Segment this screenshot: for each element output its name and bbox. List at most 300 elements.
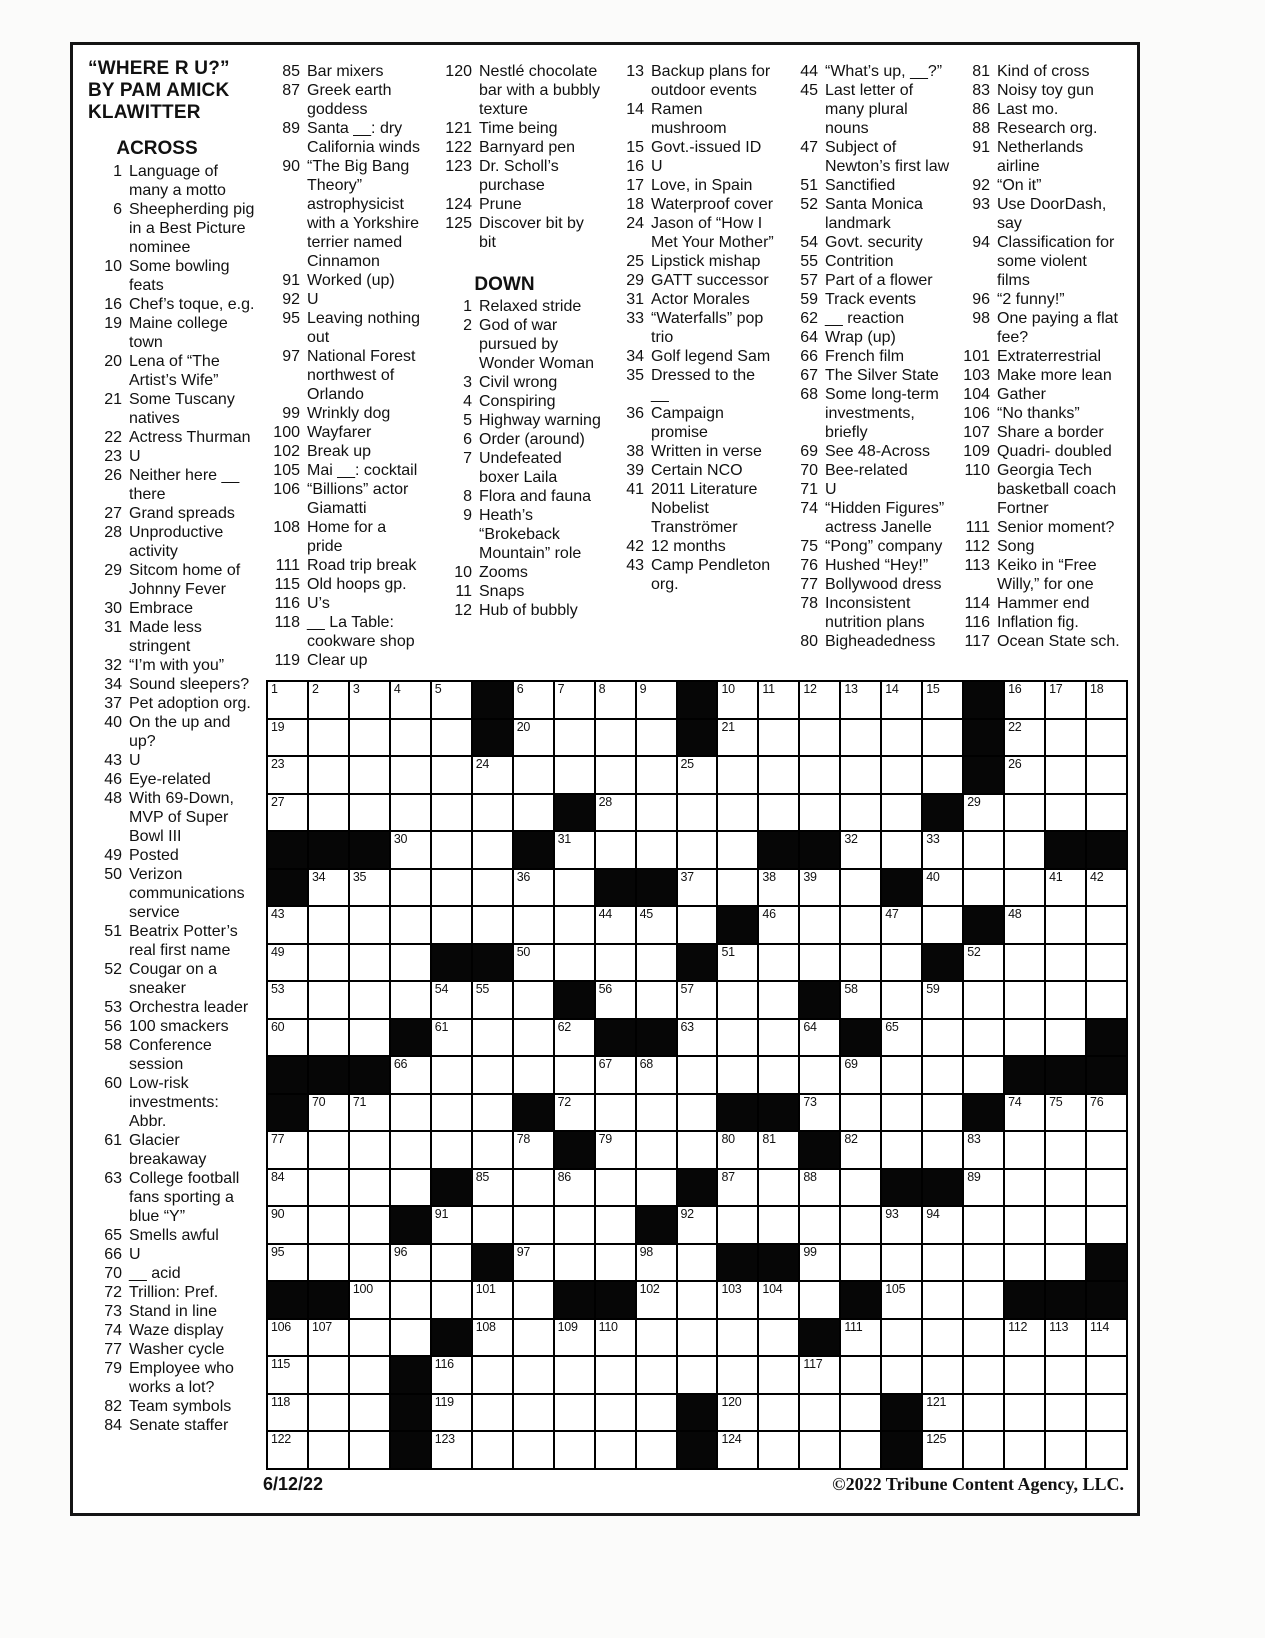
grid-cell-r21c1[interactable] [268, 1432, 307, 1468]
grid-cell-r20c19[interactable] [1005, 1395, 1044, 1431]
grid-cell-r5c11[interactable] [678, 832, 717, 868]
grid-cell-r12c10[interactable] [637, 1095, 676, 1131]
grid-cell-r7c10[interactable] [637, 907, 676, 943]
grid-cell-r8c2[interactable] [309, 945, 348, 981]
grid-cell-r8c1[interactable] [268, 945, 307, 981]
grid-cell-r16c16[interactable] [882, 1245, 921, 1281]
grid-cell-r21c5[interactable] [432, 1432, 471, 1468]
grid-cell-r14c12[interactable] [718, 1170, 757, 1206]
grid-cell-r4c11[interactable] [678, 795, 717, 831]
grid-cell-r16c20[interactable] [1046, 1245, 1085, 1281]
grid-cell-r3c16[interactable] [882, 757, 921, 793]
grid-cell-r9c5[interactable] [432, 982, 471, 1018]
grid-cell-r16c7[interactable] [514, 1245, 553, 1281]
grid-cell-r20c3[interactable] [350, 1395, 389, 1431]
grid-cell-r1c9[interactable] [596, 682, 635, 718]
grid-cell-r3c14[interactable] [800, 757, 839, 793]
grid-cell-r1c19[interactable] [1005, 682, 1044, 718]
grid-cell-r16c1[interactable] [268, 1245, 307, 1281]
grid-cell-r10c8[interactable] [555, 1020, 594, 1056]
grid-cell-r18c16[interactable] [882, 1320, 921, 1356]
grid-cell-r15c13[interactable] [759, 1207, 798, 1243]
grid-cell-r19c9[interactable] [596, 1357, 635, 1393]
grid-cell-r14c13[interactable] [759, 1170, 798, 1206]
grid-cell-r6c6[interactable] [473, 870, 512, 906]
grid-cell-r10c7[interactable] [514, 1020, 553, 1056]
grid-cell-r17c11[interactable] [678, 1282, 717, 1318]
grid-cell-r3c21[interactable] [1087, 757, 1126, 793]
grid-cell-r12c2[interactable] [309, 1095, 348, 1131]
grid-cell-r2c3[interactable] [350, 720, 389, 756]
grid-cell-r18c8[interactable] [555, 1320, 594, 1356]
grid-cell-r6c20[interactable] [1046, 870, 1085, 906]
grid-cell-r11c14[interactable] [800, 1057, 839, 1093]
grid-cell-r17c6[interactable] [473, 1282, 512, 1318]
grid-cell-r7c9[interactable] [596, 907, 635, 943]
grid-cell-r3c19[interactable] [1005, 757, 1044, 793]
grid-cell-r14c14[interactable] [800, 1170, 839, 1206]
grid-cell-r18c17[interactable] [923, 1320, 962, 1356]
grid-cell-r15c20[interactable] [1046, 1207, 1085, 1243]
grid-cell-r6c12[interactable] [718, 870, 757, 906]
grid-cell-r15c16[interactable] [882, 1207, 921, 1243]
grid-cell-r6c2[interactable] [309, 870, 348, 906]
grid-cell-r16c2[interactable] [309, 1245, 348, 1281]
grid-cell-r16c11[interactable] [678, 1245, 717, 1281]
grid-cell-r1c8[interactable] [555, 682, 594, 718]
grid-cell-r13c3[interactable] [350, 1132, 389, 1168]
grid-cell-r21c17[interactable] [923, 1432, 962, 1468]
grid-cell-r18c4[interactable] [391, 1320, 430, 1356]
grid-cell-r2c1[interactable] [268, 720, 307, 756]
grid-cell-r8c10[interactable] [637, 945, 676, 981]
grid-cell-r7c21[interactable] [1087, 907, 1126, 943]
grid-cell-r7c8[interactable] [555, 907, 594, 943]
grid-cell-r3c5[interactable] [432, 757, 471, 793]
grid-cell-r3c4[interactable] [391, 757, 430, 793]
grid-cell-r12c5[interactable] [432, 1095, 471, 1131]
grid-cell-r20c13[interactable] [759, 1395, 798, 1431]
grid-cell-r16c8[interactable] [555, 1245, 594, 1281]
grid-cell-r2c4[interactable] [391, 720, 430, 756]
grid-cell-r10c3[interactable] [350, 1020, 389, 1056]
grid-cell-r11c10[interactable] [637, 1057, 676, 1093]
grid-cell-r17c12[interactable] [718, 1282, 757, 1318]
grid-cell-r9c12[interactable] [718, 982, 757, 1018]
grid-cell-r14c8[interactable] [555, 1170, 594, 1206]
grid-cell-r2c13[interactable] [759, 720, 798, 756]
grid-cell-r19c20[interactable] [1046, 1357, 1085, 1393]
grid-cell-r12c20[interactable] [1046, 1095, 1085, 1131]
grid-cell-r9c10[interactable] [637, 982, 676, 1018]
grid-cell-r21c13[interactable] [759, 1432, 798, 1468]
grid-cell-r12c14[interactable] [800, 1095, 839, 1131]
grid-cell-r12c17[interactable] [923, 1095, 962, 1131]
grid-cell-r20c8[interactable] [555, 1395, 594, 1431]
grid-cell-r20c6[interactable] [473, 1395, 512, 1431]
grid-cell-r4c15[interactable] [841, 795, 880, 831]
grid-cell-r1c15[interactable] [841, 682, 880, 718]
grid-cell-r4c20[interactable] [1046, 795, 1085, 831]
grid-cell-r10c20[interactable] [1046, 1020, 1085, 1056]
grid-cell-r6c15[interactable] [841, 870, 880, 906]
grid-cell-r3c17[interactable] [923, 757, 962, 793]
grid-cell-r18c11[interactable] [678, 1320, 717, 1356]
grid-cell-r3c15[interactable] [841, 757, 880, 793]
grid-cell-r2c5[interactable] [432, 720, 471, 756]
grid-cell-r20c9[interactable] [596, 1395, 635, 1431]
grid-cell-r9c4[interactable] [391, 982, 430, 1018]
grid-cell-r3c12[interactable] [718, 757, 757, 793]
grid-cell-r19c2[interactable] [309, 1357, 348, 1393]
grid-cell-r21c8[interactable] [555, 1432, 594, 1468]
grid-cell-r6c4[interactable] [391, 870, 430, 906]
grid-cell-r18c6[interactable] [473, 1320, 512, 1356]
grid-cell-r4c9[interactable] [596, 795, 635, 831]
grid-cell-r3c2[interactable] [309, 757, 348, 793]
grid-cell-r17c17[interactable] [923, 1282, 962, 1318]
grid-cell-r1c17[interactable] [923, 682, 962, 718]
grid-cell-r7c5[interactable] [432, 907, 471, 943]
grid-cell-r3c3[interactable] [350, 757, 389, 793]
grid-cell-r18c12[interactable] [718, 1320, 757, 1356]
grid-cell-r7c15[interactable] [841, 907, 880, 943]
grid-cell-r2c12[interactable] [718, 720, 757, 756]
grid-cell-r18c18[interactable] [964, 1320, 1003, 1356]
grid-cell-r16c17[interactable] [923, 1245, 962, 1281]
grid-cell-r18c3[interactable] [350, 1320, 389, 1356]
grid-cell-r14c2[interactable] [309, 1170, 348, 1206]
grid-cell-r17c5[interactable] [432, 1282, 471, 1318]
grid-cell-r12c16[interactable] [882, 1095, 921, 1131]
grid-cell-r10c2[interactable] [309, 1020, 348, 1056]
grid-cell-r15c2[interactable] [309, 1207, 348, 1243]
grid-cell-r17c18[interactable] [964, 1282, 1003, 1318]
grid-cell-r16c15[interactable] [841, 1245, 880, 1281]
grid-cell-r8c15[interactable] [841, 945, 880, 981]
grid-cell-r19c12[interactable] [718, 1357, 757, 1393]
grid-cell-r15c6[interactable] [473, 1207, 512, 1243]
grid-cell-r17c14[interactable] [800, 1282, 839, 1318]
grid-cell-r8c21[interactable] [1087, 945, 1126, 981]
grid-cell-r1c3[interactable] [350, 682, 389, 718]
grid-cell-r5c17[interactable] [923, 832, 962, 868]
grid-cell-r21c21[interactable] [1087, 1432, 1126, 1468]
grid-cell-r17c7[interactable] [514, 1282, 553, 1318]
grid-cell-r7c20[interactable] [1046, 907, 1085, 943]
grid-cell-r12c3[interactable] [350, 1095, 389, 1131]
grid-cell-r4c2[interactable] [309, 795, 348, 831]
grid-cell-r18c7[interactable] [514, 1320, 553, 1356]
grid-cell-r20c15[interactable] [841, 1395, 880, 1431]
grid-cell-r17c3[interactable] [350, 1282, 389, 1318]
grid-cell-r13c12[interactable] [718, 1132, 757, 1168]
grid-cell-r4c12[interactable] [718, 795, 757, 831]
grid-cell-r6c5[interactable] [432, 870, 471, 906]
grid-cell-r1c16[interactable] [882, 682, 921, 718]
grid-cell-r20c17[interactable] [923, 1395, 962, 1431]
grid-cell-r4c5[interactable] [432, 795, 471, 831]
grid-cell-r18c21[interactable] [1087, 1320, 1126, 1356]
grid-cell-r2c21[interactable] [1087, 720, 1126, 756]
grid-cell-r14c3[interactable] [350, 1170, 389, 1206]
grid-cell-r17c4[interactable] [391, 1282, 430, 1318]
grid-cell-r10c12[interactable] [718, 1020, 757, 1056]
grid-cell-r5c6[interactable] [473, 832, 512, 868]
grid-cell-r16c3[interactable] [350, 1245, 389, 1281]
grid-cell-r1c20[interactable] [1046, 682, 1085, 718]
grid-cell-r12c19[interactable] [1005, 1095, 1044, 1131]
grid-cell-r4c6[interactable] [473, 795, 512, 831]
grid-cell-r12c6[interactable] [473, 1095, 512, 1131]
grid-cell-r16c19[interactable] [1005, 1245, 1044, 1281]
grid-cell-r4c21[interactable] [1087, 795, 1126, 831]
grid-cell-r6c3[interactable] [350, 870, 389, 906]
grid-cell-r13c19[interactable] [1005, 1132, 1044, 1168]
grid-cell-r7c4[interactable] [391, 907, 430, 943]
grid-cell-r19c5[interactable] [432, 1357, 471, 1393]
grid-cell-r20c20[interactable] [1046, 1395, 1085, 1431]
grid-cell-r18c13[interactable] [759, 1320, 798, 1356]
grid-cell-r13c13[interactable] [759, 1132, 798, 1168]
grid-cell-r8c19[interactable] [1005, 945, 1044, 981]
grid-cell-r2c7[interactable] [514, 720, 553, 756]
grid-cell-r7c7[interactable] [514, 907, 553, 943]
grid-cell-r14c21[interactable] [1087, 1170, 1126, 1206]
grid-cell-r15c15[interactable] [841, 1207, 880, 1243]
grid-cell-r13c4[interactable] [391, 1132, 430, 1168]
grid-cell-r20c18[interactable] [964, 1395, 1003, 1431]
grid-cell-r9c2[interactable] [309, 982, 348, 1018]
grid-cell-r9c13[interactable] [759, 982, 798, 1018]
grid-cell-r3c6[interactable] [473, 757, 512, 793]
grid-cell-r21c7[interactable] [514, 1432, 553, 1468]
grid-cell-r9c16[interactable] [882, 982, 921, 1018]
grid-cell-r9c18[interactable] [964, 982, 1003, 1018]
grid-cell-r15c17[interactable] [923, 1207, 962, 1243]
grid-cell-r15c3[interactable] [350, 1207, 389, 1243]
grid-cell-r7c1[interactable] [268, 907, 307, 943]
grid-cell-r14c4[interactable] [391, 1170, 430, 1206]
grid-cell-r14c15[interactable] [841, 1170, 880, 1206]
grid-cell-r20c21[interactable] [1087, 1395, 1126, 1431]
grid-cell-r9c20[interactable] [1046, 982, 1085, 1018]
grid-cell-r1c14[interactable] [800, 682, 839, 718]
grid-cell-r4c3[interactable] [350, 795, 389, 831]
grid-cell-r8c3[interactable] [350, 945, 389, 981]
grid-cell-r6c19[interactable] [1005, 870, 1044, 906]
grid-cell-r8c9[interactable] [596, 945, 635, 981]
grid-cell-r4c10[interactable] [637, 795, 676, 831]
grid-cell-r12c8[interactable] [555, 1095, 594, 1131]
grid-cell-r10c17[interactable] [923, 1020, 962, 1056]
grid-cell-r18c20[interactable] [1046, 1320, 1085, 1356]
grid-cell-r7c6[interactable] [473, 907, 512, 943]
grid-cell-r11c7[interactable] [514, 1057, 553, 1093]
grid-cell-r11c8[interactable] [555, 1057, 594, 1093]
grid-cell-r13c17[interactable] [923, 1132, 962, 1168]
grid-cell-r13c20[interactable] [1046, 1132, 1085, 1168]
grid-cell-r9c19[interactable] [1005, 982, 1044, 1018]
grid-cell-r14c1[interactable] [268, 1170, 307, 1206]
grid-cell-r5c15[interactable] [841, 832, 880, 868]
grid-cell-r3c11[interactable] [678, 757, 717, 793]
grid-cell-r16c5[interactable] [432, 1245, 471, 1281]
grid-cell-r6c21[interactable] [1087, 870, 1126, 906]
grid-cell-r13c1[interactable] [268, 1132, 307, 1168]
grid-cell-r21c10[interactable] [637, 1432, 676, 1468]
grid-cell-r2c9[interactable] [596, 720, 635, 756]
grid-cell-r12c4[interactable] [391, 1095, 430, 1131]
grid-cell-r12c11[interactable] [678, 1095, 717, 1131]
grid-cell-r16c14[interactable] [800, 1245, 839, 1281]
grid-cell-r5c5[interactable] [432, 832, 471, 868]
grid-cell-r1c21[interactable] [1087, 682, 1126, 718]
grid-cell-r15c11[interactable] [678, 1207, 717, 1243]
grid-cell-r18c2[interactable] [309, 1320, 348, 1356]
grid-cell-r11c16[interactable] [882, 1057, 921, 1093]
grid-cell-r6c7[interactable] [514, 870, 553, 906]
grid-cell-r15c12[interactable] [718, 1207, 757, 1243]
grid-cell-r10c19[interactable] [1005, 1020, 1044, 1056]
grid-cell-r8c18[interactable] [964, 945, 1003, 981]
grid-cell-r9c11[interactable] [678, 982, 717, 1018]
grid-cell-r5c9[interactable] [596, 832, 635, 868]
grid-cell-r21c9[interactable] [596, 1432, 635, 1468]
grid-cell-r10c18[interactable] [964, 1020, 1003, 1056]
grid-cell-r17c13[interactable] [759, 1282, 798, 1318]
grid-cell-r13c5[interactable] [432, 1132, 471, 1168]
grid-cell-r10c6[interactable] [473, 1020, 512, 1056]
grid-cell-r5c8[interactable] [555, 832, 594, 868]
grid-cell-r10c14[interactable] [800, 1020, 839, 1056]
grid-cell-r1c4[interactable] [391, 682, 430, 718]
grid-cell-r19c13[interactable] [759, 1357, 798, 1393]
grid-cell-r8c20[interactable] [1046, 945, 1085, 981]
grid-cell-r9c9[interactable] [596, 982, 635, 1018]
grid-cell-r3c7[interactable] [514, 757, 553, 793]
grid-cell-r20c14[interactable] [800, 1395, 839, 1431]
grid-cell-r19c11[interactable] [678, 1357, 717, 1393]
grid-cell-r1c1[interactable] [268, 682, 307, 718]
grid-cell-r15c7[interactable] [514, 1207, 553, 1243]
grid-cell-r4c13[interactable] [759, 795, 798, 831]
grid-cell-r19c15[interactable] [841, 1357, 880, 1393]
grid-cell-r11c6[interactable] [473, 1057, 512, 1093]
grid-cell-r15c18[interactable] [964, 1207, 1003, 1243]
grid-cell-r9c17[interactable] [923, 982, 962, 1018]
grid-cell-r13c16[interactable] [882, 1132, 921, 1168]
grid-cell-r4c14[interactable] [800, 795, 839, 831]
grid-cell-r7c11[interactable] [678, 907, 717, 943]
grid-cell-r19c18[interactable] [964, 1357, 1003, 1393]
grid-cell-r10c16[interactable] [882, 1020, 921, 1056]
grid-cell-r11c4[interactable] [391, 1057, 430, 1093]
grid-cell-r4c7[interactable] [514, 795, 553, 831]
grid-cell-r2c17[interactable] [923, 720, 962, 756]
grid-cell-r18c10[interactable] [637, 1320, 676, 1356]
grid-cell-r8c16[interactable] [882, 945, 921, 981]
grid-cell-r6c17[interactable] [923, 870, 962, 906]
grid-cell-r14c7[interactable] [514, 1170, 553, 1206]
grid-cell-r13c7[interactable] [514, 1132, 553, 1168]
grid-cell-r2c19[interactable] [1005, 720, 1044, 756]
grid-cell-r14c20[interactable] [1046, 1170, 1085, 1206]
grid-cell-r13c11[interactable] [678, 1132, 717, 1168]
grid-cell-r19c3[interactable] [350, 1357, 389, 1393]
grid-cell-r21c19[interactable] [1005, 1432, 1044, 1468]
grid-cell-r21c12[interactable] [718, 1432, 757, 1468]
grid-cell-r20c12[interactable] [718, 1395, 757, 1431]
grid-cell-r21c18[interactable] [964, 1432, 1003, 1468]
grid-cell-r12c9[interactable] [596, 1095, 635, 1131]
grid-cell-r21c2[interactable] [309, 1432, 348, 1468]
grid-cell-r10c1[interactable] [268, 1020, 307, 1056]
grid-cell-r20c10[interactable] [637, 1395, 676, 1431]
grid-cell-r15c14[interactable] [800, 1207, 839, 1243]
grid-cell-r11c17[interactable] [923, 1057, 962, 1093]
grid-cell-r7c14[interactable] [800, 907, 839, 943]
grid-cell-r12c21[interactable] [1087, 1095, 1126, 1131]
grid-cell-r13c10[interactable] [637, 1132, 676, 1168]
grid-cell-r4c18[interactable] [964, 795, 1003, 831]
grid-cell-r7c19[interactable] [1005, 907, 1044, 943]
grid-cell-r7c13[interactable] [759, 907, 798, 943]
grid-cell-r11c11[interactable] [678, 1057, 717, 1093]
grid-cell-r2c16[interactable] [882, 720, 921, 756]
grid-cell-r3c8[interactable] [555, 757, 594, 793]
grid-cell-r8c13[interactable] [759, 945, 798, 981]
grid-cell-r2c2[interactable] [309, 720, 348, 756]
grid-cell-r15c1[interactable] [268, 1207, 307, 1243]
grid-cell-r19c6[interactable] [473, 1357, 512, 1393]
grid-cell-r2c14[interactable] [800, 720, 839, 756]
grid-cell-r9c3[interactable] [350, 982, 389, 1018]
grid-cell-r19c14[interactable] [800, 1357, 839, 1393]
grid-cell-r18c19[interactable] [1005, 1320, 1044, 1356]
grid-cell-r11c13[interactable] [759, 1057, 798, 1093]
grid-cell-r18c9[interactable] [596, 1320, 635, 1356]
grid-cell-r19c1[interactable] [268, 1357, 307, 1393]
grid-cell-r6c18[interactable] [964, 870, 1003, 906]
grid-cell-r8c14[interactable] [800, 945, 839, 981]
grid-cell-r15c21[interactable] [1087, 1207, 1126, 1243]
grid-cell-r14c9[interactable] [596, 1170, 635, 1206]
grid-cell-r7c3[interactable] [350, 907, 389, 943]
grid-cell-r16c10[interactable] [637, 1245, 676, 1281]
grid-cell-r4c19[interactable] [1005, 795, 1044, 831]
grid-cell-r6c13[interactable] [759, 870, 798, 906]
grid-cell-r21c3[interactable] [350, 1432, 389, 1468]
grid-cell-r15c19[interactable] [1005, 1207, 1044, 1243]
grid-cell-r13c21[interactable] [1087, 1132, 1126, 1168]
grid-cell-r21c20[interactable] [1046, 1432, 1085, 1468]
grid-cell-r6c14[interactable] [800, 870, 839, 906]
grid-cell-r11c15[interactable] [841, 1057, 880, 1093]
grid-cell-r8c12[interactable] [718, 945, 757, 981]
grid-cell-r19c7[interactable] [514, 1357, 553, 1393]
grid-cell-r16c4[interactable] [391, 1245, 430, 1281]
grid-cell-r11c5[interactable] [432, 1057, 471, 1093]
grid-cell-r3c20[interactable] [1046, 757, 1085, 793]
grid-cell-r5c19[interactable] [1005, 832, 1044, 868]
grid-cell-r2c20[interactable] [1046, 720, 1085, 756]
grid-cell-r14c10[interactable] [637, 1170, 676, 1206]
grid-cell-r9c6[interactable] [473, 982, 512, 1018]
grid-cell-r3c13[interactable] [759, 757, 798, 793]
grid-cell-r5c10[interactable] [637, 832, 676, 868]
grid-cell-r11c12[interactable] [718, 1057, 757, 1093]
